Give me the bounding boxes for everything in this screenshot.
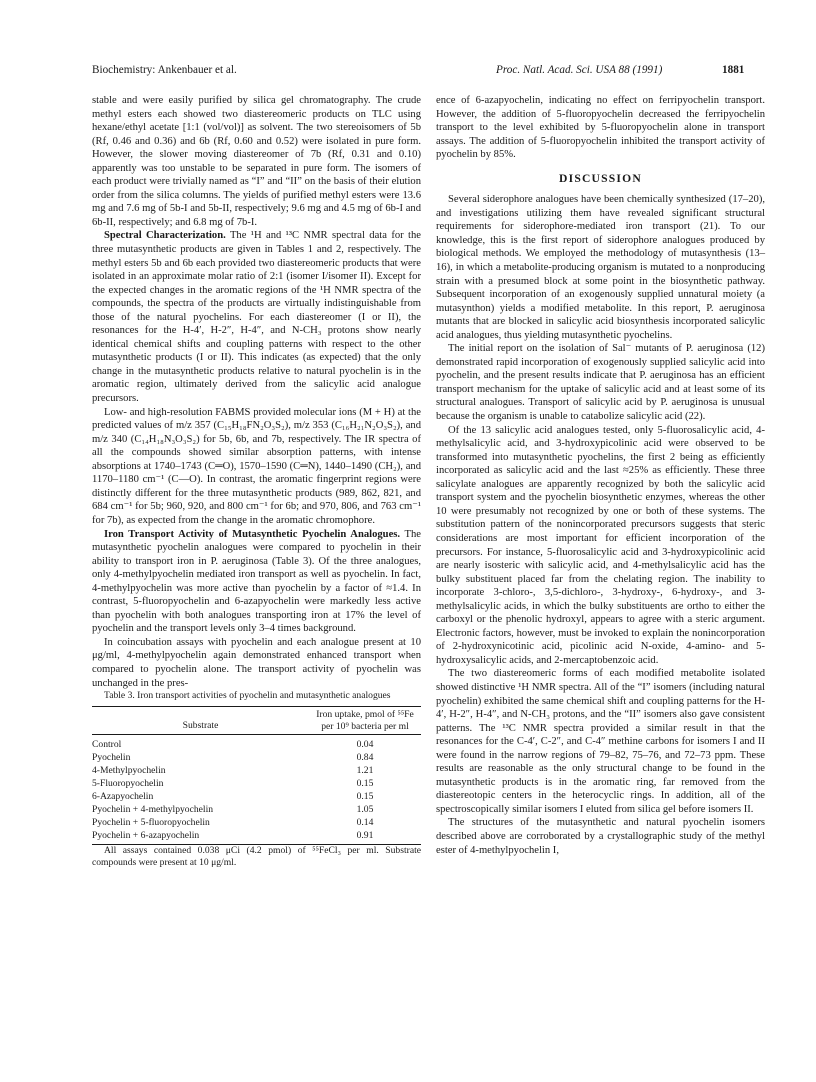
paragraph: ence of 6-azapyochelin, indicating no effect on ferripyochelin transport. However, the addition of 5-fluoropyochelin decreased the ferripyochelin transport to the level exhibited by 5-fluoropyochelin alone in transport assays. The addition of 5-fluoropyochelin inhibited the transport activity of pyochelin by 85%. bbox=[436, 95, 765, 161]
paragraph-iron-transport bbox=[92, 528, 421, 636]
right-column bbox=[436, 94, 765, 857]
substrate-cell: Pyochelin + 5-fluoropyochelin bbox=[92, 817, 210, 829]
paragraph: Several siderophore analogues have been chemically synthesized (17–20), and investigations utilizing them have revealed significant structural requirements for siderophore-mediated iron transport (21). To our knowledge, this is the first report of siderophore analogues produced by biological methods. We employed the methodology of mutasynthesis (13–16), in which a metabolite-producing organism is mutated to a nonproducing strain with a presumed block at some point in the biosynthetic pathway. Subsequent incorporation of an exogenously supplied unnatural moiety (a mutasynthon) yields a modified metabolite. In this report, P. aeruginosa mutants that are blocked in salicylic acid biosynthesis incorporated salicylic acid analogues, thus yielding mutasynthetic pyochelins. bbox=[436, 194, 765, 341]
uptake-cell: 1.21 bbox=[356, 765, 374, 777]
uptake-cell: 0.91 bbox=[309, 829, 421, 845]
page-number: 1881 bbox=[722, 64, 745, 76]
substrate-cell: 5-Fluoropyochelin bbox=[92, 778, 164, 790]
table-row bbox=[92, 790, 421, 803]
runin-heading-iron-transport: Iron Transport Activity of Mutasynthetic Pyochelin Analogues. bbox=[104, 528, 401, 540]
table-3 bbox=[92, 706, 421, 845]
runin-heading-spectral: Spectral Characterization. bbox=[104, 230, 226, 242]
substrate-cell: Pyochelin + 4-methylpyochelin bbox=[92, 804, 214, 816]
paragraph-text: The ¹H and ¹³C NMR spectral data for the three mutasynthetic products are given in Tables 1 and 2, respectively. The methyl esters 5b and 6b each provided two diastereomeric products that were isolated in an approximate molar ratio of 2:1 (isomer I/isomer II). Except for the expected changes in the aromatic regions of the ¹H NMR spectra of the compounds, the spectra of the products are virtually indistinguishable from those of the natural pyochelins. For each diastereomer (I or II), the resonances for the H-4′, H-2″, H-4″, and N-CH₃ protons show nearly identical chemical shifts and coupling patterns with respect to the other mutasynthetic products (I or II). This indicates (as expected) that the only change in the mutasynthetic products relative to natural pyochelin is in the aromatic region, ultimately derived from the salicylic acid analogue precursors. bbox=[92, 230, 422, 405]
uptake-cell: 0.14 bbox=[356, 817, 374, 829]
substrate-cell: Control bbox=[92, 739, 122, 751]
paragraph-spectral bbox=[92, 229, 421, 405]
paragraph: In coincubation assays with pyochelin and each analogue present at 10 μg/ml, 4-methylpyochelin again demonstrated enhanced transport when compared to pyochelin alone. The transport activity of pyochelin was unchanged in the pres- bbox=[92, 636, 421, 689]
table-row bbox=[92, 816, 421, 829]
table-row bbox=[92, 829, 421, 845]
table-footnote: All assays contained 0.038 μCi (4.2 pmol) of ⁵⁵FeCl₃ per ml. Substrate compounds were present at 10 μg/ml. bbox=[92, 845, 421, 869]
uptake-cell: 0.04 bbox=[356, 739, 374, 751]
table-row bbox=[92, 764, 421, 777]
table-row bbox=[92, 735, 421, 752]
substrate-cell: Pyochelin bbox=[92, 752, 131, 764]
section-heading-discussion: DISCUSSION bbox=[559, 171, 642, 185]
running-header-left: Biochemistry: Ankenbauer et al. bbox=[92, 64, 237, 76]
table-caption: Table 3. Iron transport activities of pyochelin and mutasynthetic analogues bbox=[104, 690, 391, 702]
substrate-cell: Pyochelin + 6-azapyochelin bbox=[92, 829, 309, 845]
table-header-substrate: Substrate bbox=[92, 707, 309, 735]
left-column bbox=[92, 94, 421, 869]
table-row bbox=[92, 777, 421, 790]
table-header-uptake: Iron uptake, pmol of ⁵⁵Fe per 10⁹ bacteria per ml bbox=[309, 707, 421, 735]
paragraph: The two diastereomeric forms of each modified metabolite isolated showed distinctive ¹H NMR spectra. All of the “I” isomers (including natural pyochelin) exhibited the same chemical shift and coupling patterns for the H-4′, H-2″, H-4″, and N-CH₃ protons, and the “II” isomers also gave consistent patterns. The ¹³C NMR spectra provided a similar result in that the resonances for the C-4′, C-2″, and C-4″ methine carbons for isomers I and II were found in the narrow regions of 79–82, 75–76, and 72–73 ppm. These results are reasonable as the only structural change to be found in the mutasynthetic products is in the aromatic ring, far removed from the diastereotopic centers in the heterocyclic rings. In addition, all of the spectroscopically similar isomers I eluted from silica gel before isomers II. bbox=[436, 668, 765, 815]
table-row bbox=[92, 803, 421, 816]
running-header-journal: Proc. Natl. Acad. Sci. USA 88 (1991) bbox=[496, 64, 663, 76]
paragraph: stable and were easily purified by silica gel chromatography. The crude methyl esters each showed two diastereomeric products on TLC using hexane/ethyl acetate [1:1 (vol/vol)] as solvent. The two stereoisomers of 5b (Rf, 0.46 and 0.36) and 6b (Rf, 0.60 and 0.52) were isolated in pure form. However, the slower moving diastereomer of 7b (Rf, 0.31 and 0.10) apparently was too unstable to be separated in pure form. The isomers of each product were trivially named as “I” and “II” on the basis of their elution order from the silica columns. The yields of purified methyl esters were 13.6 mg and 7.6 mg of 5b-I and 5b-II, respectively; 9.6 mg and 4.5 mg of 6b-I and 6b-II, respectively; and 6.8 mg of 7b-I. bbox=[92, 95, 421, 228]
uptake-cell: 0.15 bbox=[356, 791, 374, 803]
paragraph: The structures of the mutasynthetic and natural pyochelin isomers described above are corroborated by a crystallographic study of the methyl ester of 4-methylpyochelin I, bbox=[436, 817, 765, 856]
substrate-cell: 6-Azapyochelin bbox=[92, 791, 154, 803]
uptake-cell: 0.15 bbox=[356, 778, 374, 790]
table-row bbox=[92, 751, 421, 764]
paragraph: Low- and high-resolution FABMS provided molecular ions (M + H) at the predicted values of m/z 357 (C₁₅H₁₈FN₂O₃S₂), m/z 353 (C₁₆H₂₁N₂O₃S₂), and m/z 340 (C₁₄H₁₈N₃O₃S₂) for 5b, 6b, and 7b, respectively. The IR spectra of all the compounds showed similar absorption patterns, with intense absorptions at 1740–1743 (C═O), 1570–1590 (C═N), 1440–1490 (CH₂), and 1170–1180 cm⁻¹ (C—O). In contrast, the aromatic fingerprint regions were distinctly different for the three mutasynthetic products (989, 862, 821, and 684 cm⁻¹ for 5b; 960, 920, and 800 cm⁻¹ for 6b; and 970, 806, and 763 cm⁻¹ for 7b), as expected from the change in the aromatic chromophore. bbox=[92, 406, 421, 526]
uptake-cell: 0.84 bbox=[356, 752, 374, 764]
substrate-cell: 4-Methylpyochelin bbox=[92, 765, 166, 777]
uptake-cell: 1.05 bbox=[356, 804, 374, 816]
paragraph-text: The mutasynthetic pyochelin analogues were compared to pyochelin in their ability to transport iron in P. aeruginosa (Table 3). Of the three analogues, only 4-methylpyochelin mediated iron transport as well as pyochelin. In fact, 4-methylpyochelin was more active than pyochelin by a factor of ≈1.4. In contrast, 5-fluoropyochelin and 6-azapyochelin were markedly less active than pyochelin with both analogues transporting iron at 17% the level of pyochelin and the transport levels only 3–4 times background. bbox=[92, 528, 421, 635]
paragraph: Of the 13 salicylic acid analogues tested, only 5-fluorosalicylic acid, 4-methylsalicylic acid, and 3-hydroxypicolinic acid were observed to be transformed into mutasynthetic pyochelins, the first 2 being as efficiently incorporated as salicylic acid and the last ≈25% as efficiently. These three salicylate analogues are apparently recognized by both the salicylic acid transport system and the pyochelin biosynthetic enzymes, whereas the other 10 were presumably not recognized by one or both of these systems. The substitution pattern of the nonincorporated precursors suggests that steric considerations are most important for efficient incorporation of the precursors. For instance, 5-fluorosalicylic acid and 3-hydroxypicolinic acid are nearly isosteric with salicylic acid, and 4-methylsalicylic acid has the bulky substituent placed far from the chelating region. The inability to incorporate 3-chloro-, 3,5-dichloro-, 3-hydroxy-, 6-hydroxy-, and 3-methylsalicylic acids, in which the bulky substituents are ortho to either the carboxyl or the phenolic hydroxyl, appears to agree with a steric argument. Electronic factors, however, must be invoked to explain the nonincorporation of 2-hydroxynicotinic acid, picolinic acid N-oxide, 4-amino- and 5-hydroxysalicylic acids, and 2-mercaptobenzoic acid. bbox=[436, 424, 765, 666]
paragraph: The initial report on the isolation of Sal⁻ mutants of P. aeruginosa (12) demonstrated rapid incorporation of exogenously supplied salicylic acid into pyochelin, and the present results indicate that P. aeruginosa has an efficient transport mechanism for the uptake of salicylic acid and at least some of its structural analogues. Transport of salicylic acid by P. aeruginosa is unusual because the organism is unable to catabolize salicylic acid (22). bbox=[436, 343, 765, 423]
